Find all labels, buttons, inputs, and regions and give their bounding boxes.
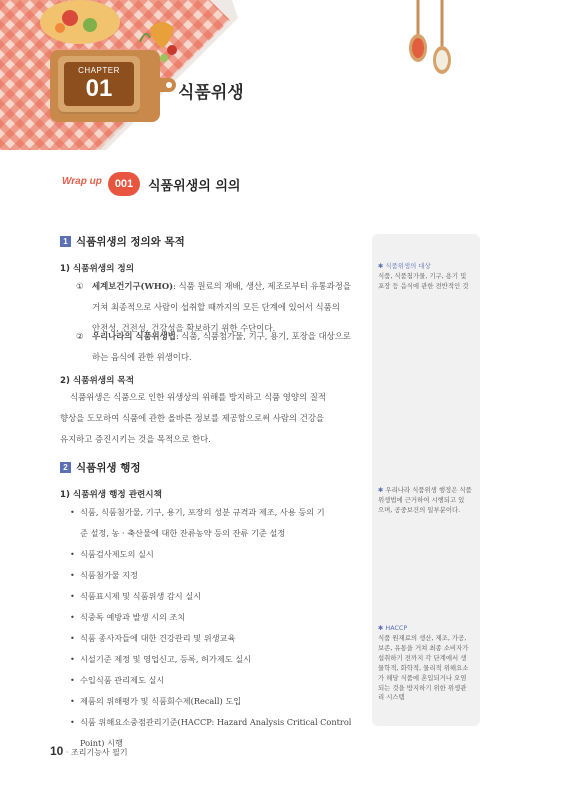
list-item: • 식품 종사자들에 대한 건강관리 및 위생교육 [70,628,366,649]
section1-number: 1 [60,236,71,247]
chapter-badge [58,56,140,112]
definition-who: ① 세계보건기구(WHO): 식품 원료의 재배, 생산, 제조로부터 유통과정을 거쳐 최종적으로 사람이 섭취할 때까지의 모든 단계에 있어서 식품의 안전성, 건전성, 건강성을 확보하기 위한 수단이다. [76,281,351,333]
chapter-title: 식품위생 [178,83,244,103]
section1-heading: 1 식품위생의 정의와 목적 [60,234,366,249]
chapter-label: CHAPTER [78,66,120,75]
list-item: • 수입식품 관리제도 실시 [70,670,366,691]
wrapup-number: 001 [108,172,140,196]
chapter-number: 01 [85,75,113,102]
purpose-paragraph: 식품위생은 식품으로 인한 위생상의 위해를 방지하고 식품 영양의 질적 향상을 도모하여 식품에 관한 올바른 정보를 제공함으로써 사람의 건강을 유지하고 증진시키는 것을 목적으로 한다. [60,392,326,444]
book-title: 조리기능사 필기 [71,748,128,757]
list-item: • 식품, 식품첨가물, 기구, 용기, 포장의 성분 규격과 제조, 사용 등의 기 준 설정, 농 · 축산물에 대한 잔류농약 등의 잔류 기준 설정 [70,502,366,544]
section2-number: 2 [60,462,71,473]
page-number: 10 [50,744,64,758]
section1-sub2: 2) 식품위생의 목적 [60,376,135,386]
section2-sub1: 1) 식품위생 행정 관련시책 [60,490,162,500]
list-item: • 시설기준 제정 및 영업신고, 등록, 허가제도 실시 [70,649,366,670]
list-item: • 식품첨가물 지정 [70,565,366,586]
section1-sub1: 1) 식품위생의 정의 [60,264,135,274]
side-note-admin: ✱ 우리나라 식품위생 행정은 식품 위생법에 근거하여 시행되고 있 으며, 공중보건의 일부분이다. [378,486,472,514]
side-note-haccp: ✱ HACCP 식품 원재료의 생산, 제조, 가공, 보존, 유통을 거쳐 최종 소비자가 섭취하기 전까지 각 단계에서 생 물학적, 화학적, 물리적 위해요소 가 해당 식품에 혼입되거나 오염 되는 것을 방지하기 위한 위생관 리 시스템 [378,624,469,702]
list-item: • 식중독 예방과 발생 시의 조치 [70,607,366,628]
bowl-icon [40,0,120,44]
wrapup-title: 식품위생의 의의 [148,179,241,194]
page-footer: 10 · 조리기능사 필기 [50,744,128,758]
section2-heading: 2 식품위생 행정 [60,460,366,475]
list-item: • 식품표시제 및 식품위생 감시 실시 [70,586,366,607]
policy-list [70,502,366,754]
list-item: • 식품검사제도의 실시 [70,544,366,565]
list-item: • 제품의 위해평가 및 식품회수제(Recall) 도입 [70,691,366,712]
side-note-target: ✱ 식품위생의 대상 식품, 식품첨가물, 기구, 용기 및 포장 등 음식에 관한 전반적인 것 [378,262,469,290]
list-item: • 식품 위해요소중점관리기준(HACCP: Hazard Analysis Critical Control Point) 시행 [70,712,366,754]
definition-korea: ② 우리나라의 식품위생법: 식품, 식품첨가물, 기구, 용기, 포장을 대상으로 하는 음식에 관한 위생이다. [76,331,351,362]
wrapup-tag: Wrap up [62,176,102,187]
